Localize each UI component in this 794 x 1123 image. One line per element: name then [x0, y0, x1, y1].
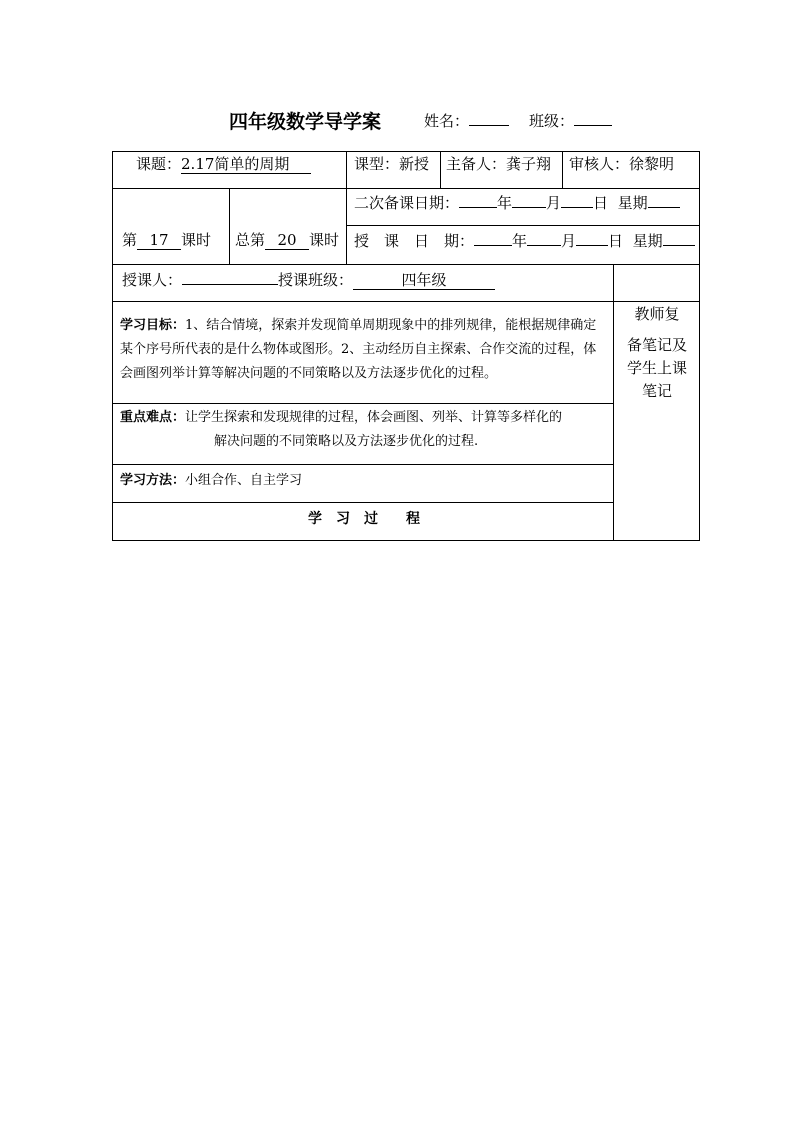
key-points [120, 406, 612, 454]
teach-day-blank[interactable] [576, 231, 608, 246]
second-prep-date-label: 二次备课日期： [354, 194, 460, 212]
day-label: 日 [593, 194, 609, 212]
page-title: 四年级数学导学案 [229, 111, 382, 133]
second-prep-day-blank[interactable] [561, 193, 593, 208]
teacher-notes-line-4: 笔记 [641, 382, 672, 400]
teacher-notes-column [614, 303, 700, 403]
total-period-prefix: 总第 [235, 231, 266, 249]
weekday-label: 星期 [617, 194, 648, 212]
second-prep-month-blank[interactable] [512, 193, 546, 208]
year-label: 年 [512, 232, 528, 250]
topic-value: 2.17简单的周期 [181, 155, 311, 174]
learning-method-label: 学习方法： [120, 473, 186, 488]
total-period-suffix: 课时 [309, 231, 340, 249]
teacher-notes-line-1: 教师复 [634, 305, 680, 323]
learning-method [120, 469, 606, 493]
topic-label: 课题： [136, 155, 182, 173]
teacher-row [122, 270, 495, 290]
reviewer-value: 徐黎明 [629, 155, 675, 173]
table-rule [440, 151, 441, 188]
table-rule [112, 403, 613, 404]
student-class-field[interactable] [529, 110, 612, 131]
lesson-type-cell [354, 155, 429, 173]
learning-objectives-text: 1、结合情境，探索并发现简单周期现象中的排列规律，能根据规律确定某个序号所代表的是什么物体或图形。2、主动经历自主探索、合作交流的过程，体会画图列举计算等解决问题的不同策略以及方法逐步优化的过程。 [120, 318, 597, 381]
total-period-number: 20 [265, 231, 309, 250]
preparer-value: 龚子翔 [506, 155, 552, 173]
teacher-notes-line-3: 学生上课 [626, 359, 687, 377]
teacher-notes-line-2: 备笔记及 [626, 336, 687, 354]
month-label: 月 [546, 194, 562, 212]
topic-cell [136, 155, 311, 174]
preparer-cell [446, 155, 551, 173]
table-border-bottom [112, 540, 700, 541]
table-rule [112, 301, 700, 302]
teacher-blank[interactable] [182, 270, 278, 285]
learning-objectives-label: 学习目标： [120, 318, 186, 333]
reviewer-label: 审核人： [569, 155, 630, 173]
key-points-line-1: 让学生探索和发现规律的过程，体会画图、列举、计算等多样化的 [185, 410, 563, 425]
student-class-label: 班级： [529, 112, 575, 130]
student-name-label: 姓名： [424, 112, 470, 130]
teach-month-blank[interactable] [527, 231, 561, 246]
student-name-blank[interactable] [469, 111, 509, 126]
day-label: 日 [608, 232, 624, 250]
lesson-plan-table [112, 151, 700, 541]
table-rule [562, 151, 563, 188]
table-rule [346, 225, 700, 226]
table-rule [229, 188, 230, 264]
teach-weekday-blank[interactable] [663, 231, 695, 246]
table-rule [112, 264, 700, 265]
teacher-label: 授课人： [122, 271, 183, 289]
lesson-period-suffix: 课时 [181, 231, 212, 249]
teaching-class-value: 四年级 [353, 271, 495, 290]
learning-objectives [120, 314, 606, 386]
teach-date-label: 授 课 日 期： [354, 232, 475, 250]
learning-method-text: 小组合作、自主学习 [185, 473, 303, 488]
lesson-type-label: 课型： [354, 155, 400, 173]
second-prep-date-cell [354, 193, 680, 212]
learning-process-title: 学 习 过 程 [308, 511, 420, 527]
lesson-type-value: 新授 [399, 155, 430, 173]
student-name-field[interactable] [424, 110, 509, 131]
page-header [0, 107, 794, 133]
month-label: 月 [561, 232, 577, 250]
table-rule [346, 151, 347, 264]
second-prep-year-blank[interactable] [459, 193, 497, 208]
weekday-label: 星期 [632, 232, 663, 250]
teach-year-blank[interactable] [474, 231, 512, 246]
table-border-left [112, 151, 113, 541]
key-points-label: 重点难点： [120, 410, 186, 425]
total-period-cell [235, 231, 339, 250]
table-border-top [112, 151, 700, 152]
student-class-blank[interactable] [574, 111, 612, 126]
second-prep-weekday-blank[interactable] [648, 193, 680, 208]
lesson-period-number: 17 [137, 231, 181, 250]
teaching-class-label: 授课班级： [278, 271, 354, 289]
table-rule [112, 464, 613, 465]
table-rule [112, 502, 613, 503]
preparer-label: 主备人： [446, 155, 507, 173]
table-rule [112, 188, 700, 189]
lesson-period-cell [122, 231, 211, 250]
key-points-line-2: 解决问题的不同策略以及方法逐步优化的过程. [214, 434, 479, 449]
year-label: 年 [497, 194, 513, 212]
reviewer-cell [569, 155, 674, 173]
lesson-period-prefix: 第 [122, 231, 138, 249]
teach-date-cell [354, 231, 695, 250]
